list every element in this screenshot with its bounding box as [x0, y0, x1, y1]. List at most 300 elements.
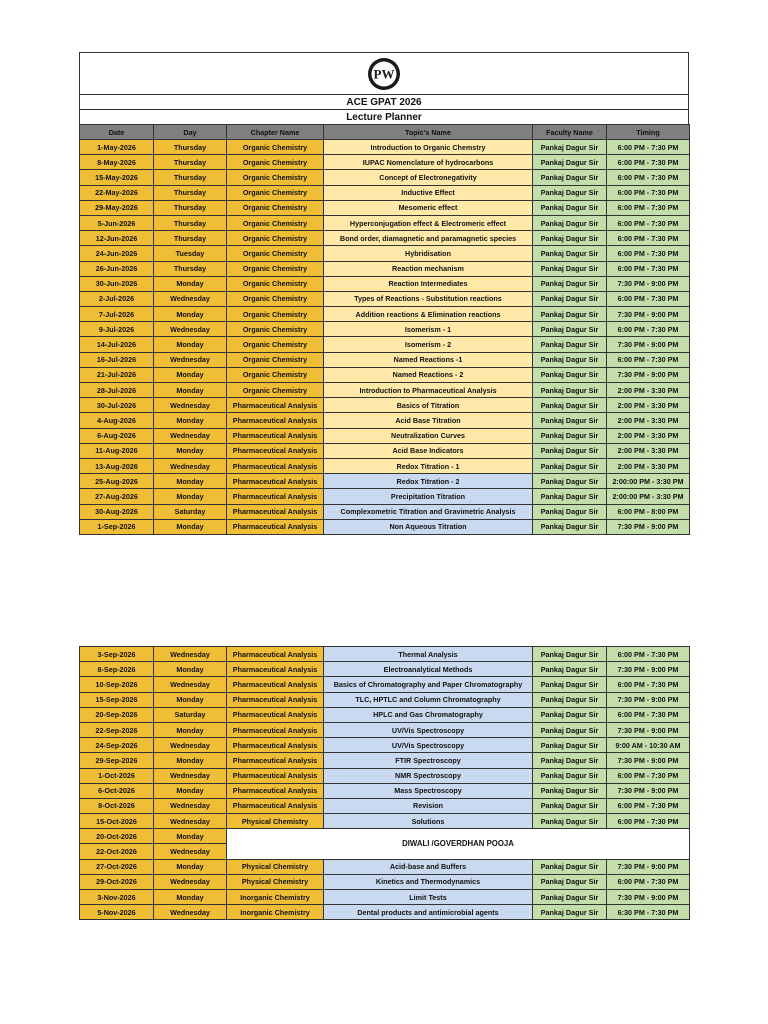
chapter-cell: Organic Chemistry: [227, 291, 324, 306]
faculty-cell: Pankaj Dagur Sir: [533, 200, 607, 215]
topic-cell: Dental products and antimicrobial agents: [324, 905, 533, 920]
date-cell: 1-Sep-2026: [80, 519, 154, 534]
table-row: [80, 798, 690, 813]
chapter-cell: Pharmaceutical Analysis: [227, 474, 324, 489]
faculty-cell: Pankaj Dagur Sir: [533, 337, 607, 352]
timing-cell: 6:00 PM - 7:30 PM: [607, 215, 690, 230]
chapter-cell: Inorganic Chemistry: [227, 905, 324, 920]
holiday-label: DIWALI /GOVERDHAN POOJA: [227, 829, 690, 859]
faculty-cell: Pankaj Dagur Sir: [533, 722, 607, 737]
date-cell: 22-Sep-2026: [80, 722, 154, 737]
date-cell: 11-Aug-2026: [80, 443, 154, 458]
page-title: ACE GPAT 2026: [79, 94, 689, 109]
schedule-body-1: [80, 140, 690, 535]
timing-cell: 7:30 PM - 9:00 PM: [607, 859, 690, 874]
topic-cell: Mass Spectroscopy: [324, 783, 533, 798]
day-cell: Wednesday: [154, 647, 227, 662]
date-cell: 24-Jun-2026: [80, 246, 154, 261]
day-cell: Thursday: [154, 200, 227, 215]
timing-cell: 2:00:00 PM - 3:30 PM: [607, 474, 690, 489]
faculty-cell: Pankaj Dagur Sir: [533, 519, 607, 534]
faculty-cell: Pankaj Dagur Sir: [533, 859, 607, 874]
timing-cell: 2:00 PM - 3:30 PM: [607, 398, 690, 413]
timing-cell: 6:00 PM - 7:30 PM: [607, 261, 690, 276]
faculty-cell: Pankaj Dagur Sir: [533, 383, 607, 398]
day-cell: Monday: [154, 829, 227, 844]
day-cell: Saturday: [154, 504, 227, 519]
topic-cell: Reaction Intermediates: [324, 276, 533, 291]
date-cell: 28-Jul-2026: [80, 383, 154, 398]
topic-cell: Electroanalytical Methods: [324, 662, 533, 677]
date-cell: 6-Oct-2026: [80, 783, 154, 798]
date-cell: 3-Sep-2026: [80, 647, 154, 662]
faculty-cell: Pankaj Dagur Sir: [533, 753, 607, 768]
timing-cell: 6:00 PM - 7:30 PM: [607, 291, 690, 306]
timing-cell: 7:30 PM - 9:00 PM: [607, 692, 690, 707]
header-day: Day: [154, 125, 227, 140]
chapter-cell: Pharmaceutical Analysis: [227, 692, 324, 707]
schedule-table-1: [79, 124, 690, 535]
faculty-cell: Pankaj Dagur Sir: [533, 692, 607, 707]
day-cell: Saturday: [154, 707, 227, 722]
date-cell: 8-Sep-2026: [80, 662, 154, 677]
faculty-cell: Pankaj Dagur Sir: [533, 413, 607, 428]
timing-cell: 7:30 PM - 9:00 PM: [607, 519, 690, 534]
chapter-cell: Organic Chemistry: [227, 215, 324, 230]
faculty-cell: Pankaj Dagur Sir: [533, 185, 607, 200]
faculty-cell: Pankaj Dagur Sir: [533, 140, 607, 155]
timing-cell: 6:00 PM - 7:30 PM: [607, 140, 690, 155]
topic-cell: NMR Spectroscopy: [324, 768, 533, 783]
faculty-cell: Pankaj Dagur Sir: [533, 231, 607, 246]
table-row: [80, 215, 690, 230]
header-chapter: Chapter Name: [227, 125, 324, 140]
timing-cell: 7:30 PM - 9:00 PM: [607, 783, 690, 798]
date-cell: 20-Oct-2026: [80, 829, 154, 844]
chapter-cell: Pharmaceutical Analysis: [227, 647, 324, 662]
day-cell: Wednesday: [154, 352, 227, 367]
date-cell: 9-Jul-2026: [80, 322, 154, 337]
day-cell: Monday: [154, 489, 227, 504]
chapter-cell: Organic Chemistry: [227, 261, 324, 276]
faculty-cell: Pankaj Dagur Sir: [533, 905, 607, 920]
header-timing: Timing: [607, 125, 690, 140]
chapter-cell: Pharmaceutical Analysis: [227, 798, 324, 813]
table-row: [80, 519, 690, 534]
chapter-cell: Pharmaceutical Analysis: [227, 722, 324, 737]
day-cell: Monday: [154, 276, 227, 291]
chapter-cell: Organic Chemistry: [227, 155, 324, 170]
faculty-cell: Pankaj Dagur Sir: [533, 276, 607, 291]
topic-cell: Inductive Effect: [324, 185, 533, 200]
table-row: [80, 398, 690, 413]
table-row: [80, 647, 690, 662]
day-cell: Monday: [154, 783, 227, 798]
table-row: [80, 322, 690, 337]
chapter-cell: Pharmaceutical Analysis: [227, 443, 324, 458]
topic-cell: Hyperconjugation effect & Electromeric effect: [324, 215, 533, 230]
table-row: [80, 707, 690, 722]
timing-cell: 6:00 PM - 7:30 PM: [607, 707, 690, 722]
faculty-cell: Pankaj Dagur Sir: [533, 783, 607, 798]
table-row: [80, 859, 690, 874]
faculty-cell: Pankaj Dagur Sir: [533, 738, 607, 753]
faculty-cell: Pankaj Dagur Sir: [533, 291, 607, 306]
chapter-cell: Pharmaceutical Analysis: [227, 738, 324, 753]
chapter-cell: Pharmaceutical Analysis: [227, 504, 324, 519]
day-cell: Monday: [154, 367, 227, 382]
logo-row: [79, 52, 689, 94]
chapter-cell: Pharmaceutical Analysis: [227, 768, 324, 783]
table-row: [80, 383, 690, 398]
topic-cell: Acid Base Indicators: [324, 443, 533, 458]
table-row: [80, 367, 690, 382]
day-cell: Monday: [154, 722, 227, 737]
day-cell: Wednesday: [154, 428, 227, 443]
day-cell: Thursday: [154, 155, 227, 170]
timing-cell: 2:00 PM - 3:30 PM: [607, 383, 690, 398]
chapter-cell: Organic Chemistry: [227, 200, 324, 215]
date-cell: 1-Oct-2026: [80, 768, 154, 783]
schedule-table-2: [79, 646, 690, 920]
table-row: [80, 307, 690, 322]
faculty-cell: Pankaj Dagur Sir: [533, 367, 607, 382]
timing-cell: 6:00 PM - 7:30 PM: [607, 231, 690, 246]
faculty-cell: Pankaj Dagur Sir: [533, 874, 607, 889]
header-faculty: Faculty Name: [533, 125, 607, 140]
timing-cell: 2:00:00 PM - 3:30 PM: [607, 489, 690, 504]
day-cell: Thursday: [154, 140, 227, 155]
chapter-cell: Organic Chemistry: [227, 322, 324, 337]
chapter-cell: Physical Chemistry: [227, 814, 324, 829]
timing-cell: 2:00 PM - 3:30 PM: [607, 413, 690, 428]
timing-cell: 7:30 PM - 9:00 PM: [607, 753, 690, 768]
faculty-cell: Pankaj Dagur Sir: [533, 428, 607, 443]
timing-cell: 6:00 PM - 7:30 PM: [607, 246, 690, 261]
table-row: [80, 890, 690, 905]
topic-cell: UV/Vis Spectroscopy: [324, 722, 533, 737]
table-row: [80, 352, 690, 367]
date-cell: 14-Jul-2026: [80, 337, 154, 352]
date-cell: 30-Jul-2026: [80, 398, 154, 413]
date-cell: 16-Jul-2026: [80, 352, 154, 367]
faculty-cell: Pankaj Dagur Sir: [533, 261, 607, 276]
date-cell: 4-Aug-2026: [80, 413, 154, 428]
table-row: [80, 185, 690, 200]
table-row: [80, 474, 690, 489]
date-cell: 29-Sep-2026: [80, 753, 154, 768]
table-row: [80, 692, 690, 707]
table-row: [80, 428, 690, 443]
table-row: [80, 337, 690, 352]
chapter-cell: Pharmaceutical Analysis: [227, 398, 324, 413]
date-cell: 2-Jul-2026: [80, 291, 154, 306]
faculty-cell: Pankaj Dagur Sir: [533, 768, 607, 783]
topic-cell: Basics of Titration: [324, 398, 533, 413]
day-cell: Monday: [154, 753, 227, 768]
timing-cell: 6:00 PM - 7:30 PM: [607, 874, 690, 889]
topic-cell: Addition reactions & Elimination reactions: [324, 307, 533, 322]
day-cell: Wednesday: [154, 738, 227, 753]
date-cell: 5-Jun-2026: [80, 215, 154, 230]
topic-cell: TLC, HPTLC and Column Chromatography: [324, 692, 533, 707]
faculty-cell: Pankaj Dagur Sir: [533, 707, 607, 722]
date-cell: 27-Oct-2026: [80, 859, 154, 874]
chapter-cell: Pharmaceutical Analysis: [227, 458, 324, 473]
lecture-planner-sheet-2: [79, 646, 689, 920]
timing-cell: 6:00 PM - 7:30 PM: [607, 200, 690, 215]
topic-cell: Basics of Chromatography and Paper Chromatography: [324, 677, 533, 692]
timing-cell: 2:00 PM - 3:30 PM: [607, 428, 690, 443]
topic-cell: IUPAC Nomenclature of hydrocarbons: [324, 155, 533, 170]
chapter-cell: Pharmaceutical Analysis: [227, 413, 324, 428]
timing-cell: 7:30 PM - 9:00 PM: [607, 276, 690, 291]
chapter-cell: Physical Chemistry: [227, 874, 324, 889]
chapter-cell: Organic Chemistry: [227, 383, 324, 398]
day-cell: Wednesday: [154, 814, 227, 829]
timing-cell: 9:00 AM - 10:30 AM: [607, 738, 690, 753]
date-cell: 6-Aug-2026: [80, 428, 154, 443]
topic-cell: Bond order, diamagnetic and paramagnetic species: [324, 231, 533, 246]
pw-logo-icon: [367, 57, 401, 91]
faculty-cell: Pankaj Dagur Sir: [533, 489, 607, 504]
timing-cell: 6:00 PM - 7:30 PM: [607, 814, 690, 829]
topic-cell: Complexometric Titration and Gravimetric Analysis: [324, 504, 533, 519]
topic-cell: Precipitation Titration: [324, 489, 533, 504]
chapter-cell: Organic Chemistry: [227, 185, 324, 200]
timing-cell: 6:00 PM - 7:30 PM: [607, 322, 690, 337]
day-cell: Thursday: [154, 215, 227, 230]
timing-cell: 7:30 PM - 9:00 PM: [607, 662, 690, 677]
topic-cell: Redox Titration - 1: [324, 458, 533, 473]
timing-cell: 6:00 PM - 7:30 PM: [607, 768, 690, 783]
date-cell: 15-Oct-2026: [80, 814, 154, 829]
chapter-cell: Inorganic Chemistry: [227, 890, 324, 905]
day-cell: Wednesday: [154, 798, 227, 813]
chapter-cell: Organic Chemistry: [227, 276, 324, 291]
table-row: [80, 783, 690, 798]
table-row: [80, 458, 690, 473]
date-cell: 30-Aug-2026: [80, 504, 154, 519]
date-cell: 29-May-2026: [80, 200, 154, 215]
topic-cell: Limit Tests: [324, 890, 533, 905]
faculty-cell: Pankaj Dagur Sir: [533, 662, 607, 677]
timing-cell: 6:00 PM - 7:30 PM: [607, 352, 690, 367]
day-cell: Wednesday: [154, 291, 227, 306]
table-row: [80, 722, 690, 737]
date-cell: 12-Jun-2026: [80, 231, 154, 246]
date-cell: 8-May-2026: [80, 155, 154, 170]
chapter-cell: Organic Chemistry: [227, 170, 324, 185]
schedule-body-2: [80, 647, 690, 920]
holiday-row: [80, 829, 690, 844]
topic-cell: UV/Vis Spectroscopy: [324, 738, 533, 753]
table-row: [80, 677, 690, 692]
topic-cell: Solutions: [324, 814, 533, 829]
day-cell: Thursday: [154, 170, 227, 185]
table-row: [80, 905, 690, 920]
date-cell: 26-Jun-2026: [80, 261, 154, 276]
header-date: Date: [80, 125, 154, 140]
table-row: [80, 768, 690, 783]
timing-cell: 7:30 PM - 9:00 PM: [607, 722, 690, 737]
day-cell: Monday: [154, 383, 227, 398]
day-cell: Wednesday: [154, 322, 227, 337]
day-cell: Wednesday: [154, 874, 227, 889]
timing-cell: 6:00 PM - 7:30 PM: [607, 677, 690, 692]
table-row: [80, 155, 690, 170]
chapter-cell: Pharmaceutical Analysis: [227, 662, 324, 677]
topic-cell: Isomerism - 1: [324, 322, 533, 337]
date-cell: 22-May-2026: [80, 185, 154, 200]
chapter-cell: Organic Chemistry: [227, 307, 324, 322]
day-cell: Wednesday: [154, 398, 227, 413]
header-topic: Topic's Name: [324, 125, 533, 140]
date-cell: 15-Sep-2026: [80, 692, 154, 707]
topic-cell: Introduction to Pharmaceutical Analysis: [324, 383, 533, 398]
table-row: [80, 261, 690, 276]
day-cell: Wednesday: [154, 844, 227, 859]
logo-text: PW: [373, 66, 395, 81]
topic-cell: Non Aqueous Titration: [324, 519, 533, 534]
day-cell: Wednesday: [154, 905, 227, 920]
chapter-cell: Physical Chemistry: [227, 859, 324, 874]
faculty-cell: Pankaj Dagur Sir: [533, 443, 607, 458]
day-cell: Monday: [154, 692, 227, 707]
faculty-cell: Pankaj Dagur Sir: [533, 474, 607, 489]
date-cell: 29-Oct-2026: [80, 874, 154, 889]
topic-cell: Hybridisation: [324, 246, 533, 261]
date-cell: 3-Nov-2026: [80, 890, 154, 905]
table-row: [80, 200, 690, 215]
day-cell: Wednesday: [154, 768, 227, 783]
topic-cell: HPLC and Gas Chromatography: [324, 707, 533, 722]
table-row: [80, 291, 690, 306]
chapter-cell: Pharmaceutical Analysis: [227, 677, 324, 692]
chapter-cell: Pharmaceutical Analysis: [227, 753, 324, 768]
timing-cell: 7:30 PM - 9:00 PM: [607, 367, 690, 382]
table-row: [80, 443, 690, 458]
chapter-cell: Organic Chemistry: [227, 352, 324, 367]
date-cell: 20-Sep-2026: [80, 707, 154, 722]
topic-cell: Isomerism - 2: [324, 337, 533, 352]
chapter-cell: Pharmaceutical Analysis: [227, 489, 324, 504]
timing-cell: 2:00 PM - 3:30 PM: [607, 443, 690, 458]
faculty-cell: Pankaj Dagur Sir: [533, 798, 607, 813]
table-row: [80, 753, 690, 768]
faculty-cell: Pankaj Dagur Sir: [533, 647, 607, 662]
chapter-cell: Pharmaceutical Analysis: [227, 428, 324, 443]
table-row: [80, 504, 690, 519]
timing-cell: 7:30 PM - 9:00 PM: [607, 890, 690, 905]
topic-cell: Introduction to Organic Chemstry: [324, 140, 533, 155]
day-cell: Monday: [154, 413, 227, 428]
topic-cell: Kinetics and Thermodynamics: [324, 874, 533, 889]
date-cell: 30-Jun-2026: [80, 276, 154, 291]
faculty-cell: Pankaj Dagur Sir: [533, 890, 607, 905]
faculty-cell: Pankaj Dagur Sir: [533, 246, 607, 261]
timing-cell: 2:00 PM - 3:30 PM: [607, 458, 690, 473]
faculty-cell: Pankaj Dagur Sir: [533, 307, 607, 322]
chapter-cell: Pharmaceutical Analysis: [227, 707, 324, 722]
day-cell: Monday: [154, 443, 227, 458]
timing-cell: 6:00 PM - 7:30 PM: [607, 647, 690, 662]
day-cell: Monday: [154, 474, 227, 489]
chapter-cell: Organic Chemistry: [227, 246, 324, 261]
faculty-cell: Pankaj Dagur Sir: [533, 504, 607, 519]
topic-cell: Acid-base and Buffers: [324, 859, 533, 874]
timing-cell: 6:00 PM - 8:00 PM: [607, 504, 690, 519]
date-cell: 10-Sep-2026: [80, 677, 154, 692]
topic-cell: Acid Base Titration: [324, 413, 533, 428]
date-cell: 27-Aug-2026: [80, 489, 154, 504]
table-row: [80, 140, 690, 155]
date-cell: 13-Aug-2026: [80, 458, 154, 473]
topic-cell: Concept of Electronegativity: [324, 170, 533, 185]
day-cell: Wednesday: [154, 458, 227, 473]
page-subtitle: Lecture Planner: [79, 109, 689, 124]
table-row: [80, 413, 690, 428]
chapter-cell: Organic Chemistry: [227, 367, 324, 382]
faculty-cell: Pankaj Dagur Sir: [533, 677, 607, 692]
day-cell: Monday: [154, 859, 227, 874]
day-cell: Monday: [154, 519, 227, 534]
chapter-cell: Organic Chemistry: [227, 337, 324, 352]
topic-cell: Revision: [324, 798, 533, 813]
timing-cell: 6:00 PM - 7:30 PM: [607, 170, 690, 185]
chapter-cell: Pharmaceutical Analysis: [227, 519, 324, 534]
faculty-cell: Pankaj Dagur Sir: [533, 155, 607, 170]
topic-cell: Thermal Analysis: [324, 647, 533, 662]
topic-cell: Named Reactions -1: [324, 352, 533, 367]
faculty-cell: Pankaj Dagur Sir: [533, 398, 607, 413]
day-cell: Monday: [154, 307, 227, 322]
table-row: [80, 170, 690, 185]
day-cell: Thursday: [154, 185, 227, 200]
table-row: [80, 814, 690, 829]
faculty-cell: Pankaj Dagur Sir: [533, 352, 607, 367]
table-row: [80, 231, 690, 246]
date-cell: 24-Sep-2026: [80, 738, 154, 753]
faculty-cell: Pankaj Dagur Sir: [533, 322, 607, 337]
topic-cell: Named Reactions - 2: [324, 367, 533, 382]
timing-cell: 6:00 PM - 7:30 PM: [607, 155, 690, 170]
table-row: [80, 246, 690, 261]
chapter-cell: Pharmaceutical Analysis: [227, 783, 324, 798]
table-header-row: [80, 125, 690, 140]
date-cell: 7-Jul-2026: [80, 307, 154, 322]
date-cell: 15-May-2026: [80, 170, 154, 185]
date-cell: 5-Nov-2026: [80, 905, 154, 920]
faculty-cell: Pankaj Dagur Sir: [533, 458, 607, 473]
table-row: [80, 662, 690, 677]
chapter-cell: Organic Chemistry: [227, 231, 324, 246]
faculty-cell: Pankaj Dagur Sir: [533, 814, 607, 829]
date-cell: 8-Oct-2026: [80, 798, 154, 813]
timing-cell: 7:30 PM - 9:00 PM: [607, 307, 690, 322]
day-cell: Monday: [154, 662, 227, 677]
table-row: [80, 276, 690, 291]
topic-cell: Redox Titration - 2: [324, 474, 533, 489]
timing-cell: 6:00 PM - 7:30 PM: [607, 185, 690, 200]
topic-cell: FTIR Spectroscopy: [324, 753, 533, 768]
timing-cell: 7:30 PM - 9:00 PM: [607, 337, 690, 352]
day-cell: Tuesday: [154, 246, 227, 261]
lecture-planner-sheet-1: [79, 52, 689, 535]
day-cell: Monday: [154, 337, 227, 352]
table-row: [80, 738, 690, 753]
topic-cell: Mesomeric effect: [324, 200, 533, 215]
